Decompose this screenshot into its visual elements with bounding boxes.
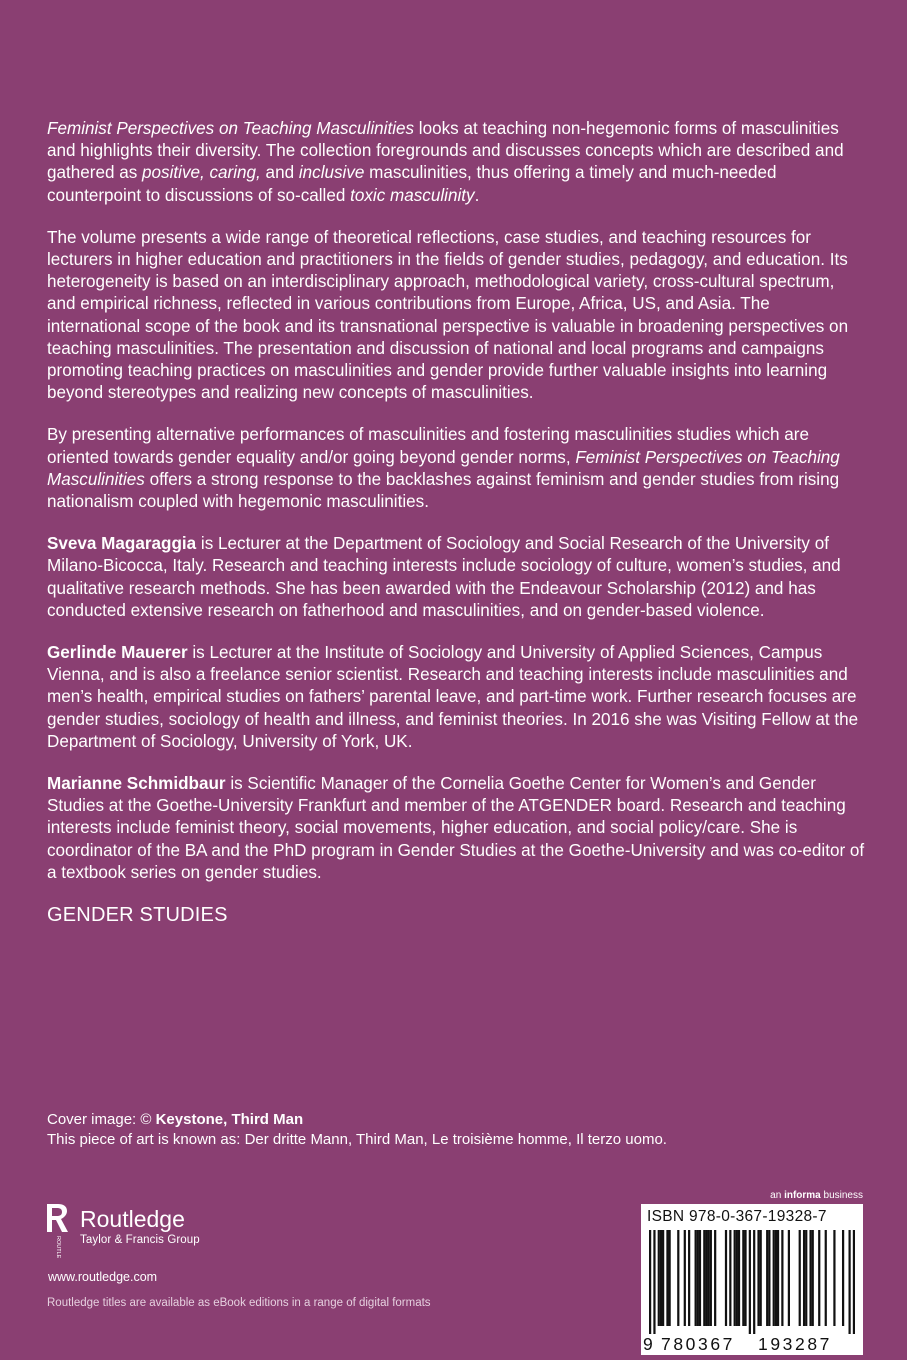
- cover-image-credit: Cover image: © Keystone, Third Man This piece of art is known as: Der dritte Mann, Third Man, Le troisième homme, Il terzo uomo.: [47, 1110, 867, 1150]
- barcode-bar: [666, 1230, 668, 1326]
- barcode-bar: [805, 1230, 807, 1326]
- barcode-bar: [742, 1230, 744, 1326]
- editor-bio-3: Marianne Schmidbaur is Scientific Manager of the Cornelia Goethe Center for Women’s and Gender Studies at the Goethe-University Frankfurt and member of the ATGENDER board. Research and teaching interests include feminist theory, social movements, higher education, and social policy/care. She is coordinator of the BA and the PhD program in Gender Studies at the Goethe-University and was co-editor of a textbook series on gender studies.: [47, 774, 865, 882]
- routledge-logo-icon: [44, 1202, 70, 1258]
- barcode-bar: [653, 1230, 655, 1334]
- barcode-bar: [812, 1230, 814, 1326]
- barcode-bar: [760, 1230, 762, 1326]
- artwork-note: This piece of art is known as: Der dritte Mann, Third Man, Le troisième homme, Il terzo uomo.: [47, 1131, 667, 1148]
- description-paragraph-1: Feminist Perspectives on Teaching Masculinities looks at teaching non-hegemonic forms of masculinities and highlights their diversity. The collection foregrounds and discusses concepts which are described and gathered as positive, caring, and inclusive masculinities, thus offering a timely and much-needed counterpoint to discussions of so-called toxic masculinity.: [47, 119, 844, 205]
- barcode-bar: [705, 1230, 707, 1326]
- editor-bio-1: Sveva Magaraggia is Lecturer at the Department of Sociology and Social Research of the University of Milano-Bicocca, Italy. Research and teaching interests include sociology of culture, women’s studies, and qualitative research methods. She has been awarded with the Endeavour Scholarship (2012) and has conducted extensive research on fatherhood and masculinities, and on gender-based violence.: [47, 534, 841, 620]
- publisher-group: Taylor & Francis Group: [80, 1234, 200, 1246]
- barcode-bar: [744, 1230, 746, 1326]
- barcode-bar: [766, 1230, 768, 1326]
- publisher-website: www.routledge.com: [48, 1270, 158, 1284]
- barcode-bar: [753, 1230, 755, 1334]
- informa-tagline: an informa business: [770, 1190, 863, 1201]
- barcode-bar: [848, 1230, 850, 1334]
- publisher-block: [44, 1202, 304, 1284]
- barcode-bar: [697, 1230, 699, 1326]
- barcode-bar: [699, 1230, 701, 1326]
- barcode-bar: [773, 1230, 775, 1326]
- barcode-bar: [818, 1230, 820, 1326]
- barcode-bar: [738, 1230, 740, 1326]
- ebook-note: Routledge titles are available as eBook editions in a range of digital formats: [47, 1297, 431, 1309]
- barcode-bar: [781, 1230, 783, 1326]
- barcode-bar: [703, 1230, 705, 1326]
- barcode-bar: [768, 1230, 770, 1326]
- barcode-bar: [799, 1230, 801, 1326]
- publisher-name: Routledge: [80, 1206, 185, 1232]
- barcode-bar: [662, 1230, 664, 1326]
- barcode-bar: [775, 1230, 777, 1326]
- subject-category: GENDER STUDIES: [47, 904, 228, 927]
- barcode-bar: [684, 1230, 686, 1326]
- barcode-bar: [729, 1230, 731, 1326]
- description-paragraph-3: By presenting alternative performances of masculinities and fostering masculinities studies which are oriented towards gender equality and/or going beyond gender norms, Feminist Perspectives on Teaching Masculinities offers a strong response to the backlashes against feminism and gender studies from rising nationalism coupled with hegemonic masculinities.: [47, 425, 840, 512]
- barcode-bar: [788, 1230, 790, 1326]
- barcode-bar: [825, 1230, 827, 1326]
- back-cover-text: [47, 118, 865, 927]
- barcode-bar: [842, 1230, 844, 1326]
- barcode-bar: [677, 1230, 679, 1326]
- editor-name: Sveva Magaraggia: [47, 534, 197, 554]
- isbn-barcode: ISBN 978-0-367-19328-7 9 780367 193287: [641, 1204, 863, 1355]
- barcode-bar: [725, 1230, 727, 1326]
- barcode-bar: [708, 1230, 710, 1326]
- barcode-bar: [777, 1230, 779, 1326]
- book-title-italic: Feminist Perspectives on Teaching Masculinities: [47, 119, 415, 138]
- barcode-bar: [658, 1230, 660, 1326]
- barcode-bar: [833, 1230, 835, 1326]
- barcode-bar: [649, 1230, 651, 1334]
- barcode-bar: [714, 1230, 716, 1326]
- barcode-bar: [809, 1230, 811, 1326]
- editor-bio-2: Gerlinde Mauerer is Lecturer at the Institute of Sociology and University of Applied Sciences, Campus Vienna, and is also a freelance senior scientist. Research and teaching interests include masculinities and men’s health, empirical studies on fathers’ parental leave, and part-time work. Further research focuses are gender studies, sociology of health and illness, and feminist theories. In 2016 she was Visiting Fellow at the Department of Sociology, University of York, UK.: [47, 643, 859, 751]
- vertical-logo-text: ROUTLEDGE: [55, 1236, 61, 1258]
- barcode-bar: [734, 1230, 736, 1326]
- barcode-bar: [710, 1230, 712, 1326]
- barcode-bar: [669, 1230, 671, 1326]
- barcode-area: [641, 1190, 863, 1355]
- barcode-bar: [757, 1230, 759, 1326]
- barcode-bar: [688, 1230, 690, 1326]
- barcode-bar: [749, 1230, 751, 1334]
- credit-name: Keystone, Third Man: [155, 1111, 304, 1128]
- barcode-bar: [853, 1230, 855, 1334]
- barcode-bars: [649, 1230, 855, 1334]
- barcode-bar: [803, 1230, 805, 1326]
- editor-name: Marianne Schmidbaur: [47, 774, 226, 794]
- description-paragraph-2: The volume presents a wide range of theoretical reflections, case studies, and teaching resources for lecturers in higher education and practitioners in the fields of gender studies, pedagogy, and education. Its heterogeneity is based on an interdisciplinary approach, methodological variety, cross-cultural spectrum, and empirical richness, reflected in various contributions from Europe, Africa, US, and Asia. The international scope of the book and its transnational perspective is valuable in broadening perspectives on teaching masculinities. The presentation and discussion of national and local programs and campaigns promoting teaching practices on masculinities and gender provide further valuable insights into learning beyond stereotypes and realizing new concepts of masculinities.: [47, 227, 849, 403]
- barcode-bar: [695, 1230, 697, 1326]
- barcode-bar: [660, 1230, 662, 1326]
- isbn-number: ISBN 978-0-367-19328-7: [647, 1208, 827, 1225]
- barcode-bar: [736, 1230, 738, 1326]
- book-title-italic: Feminist Perspectives on Teaching Masculinities: [47, 447, 840, 489]
- editor-name: Gerlinde Mauerer: [47, 643, 188, 663]
